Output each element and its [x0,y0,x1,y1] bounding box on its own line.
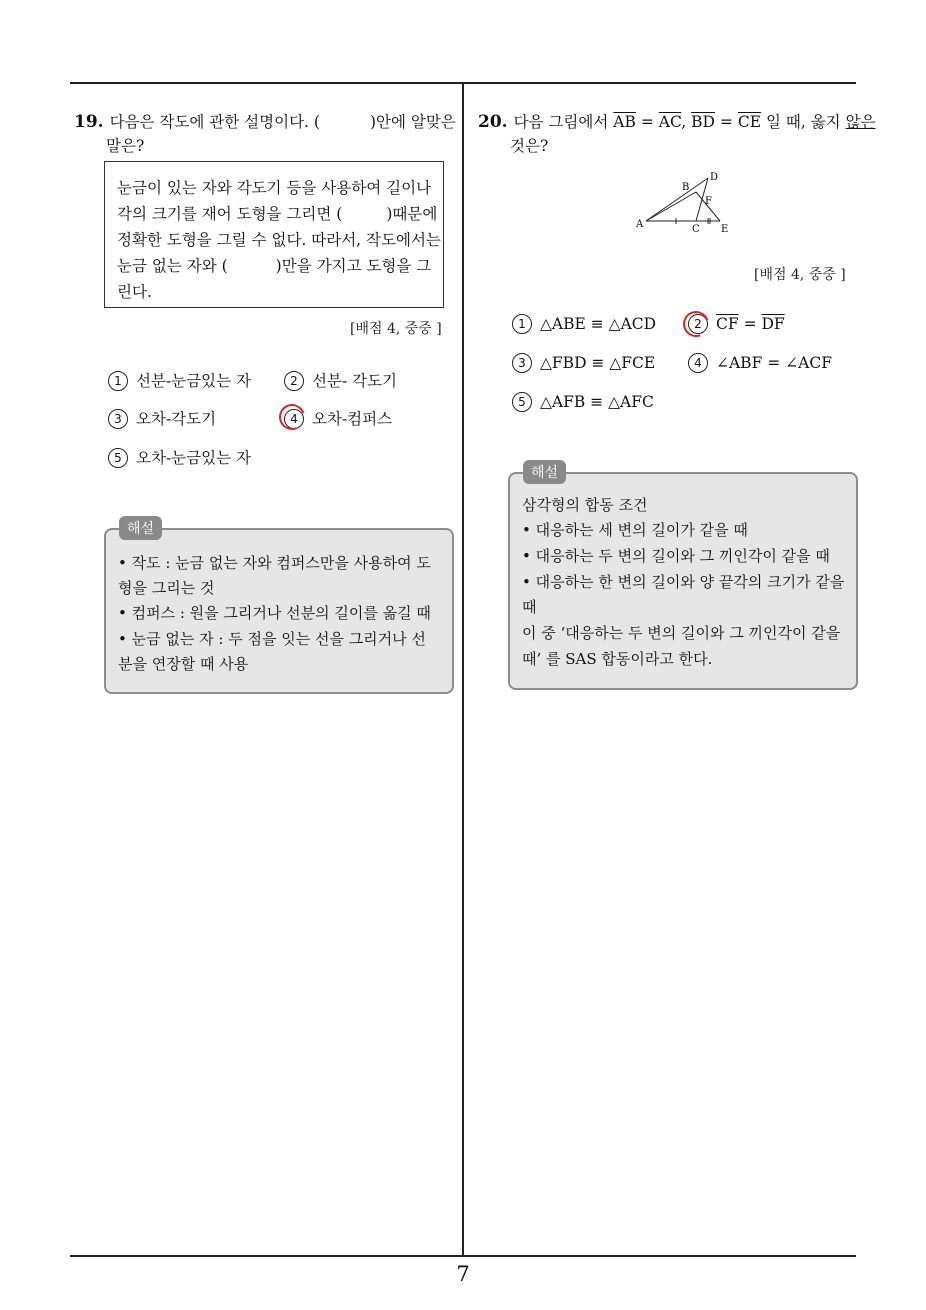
choice-text: △AFB ≡ △AFC [540,393,654,411]
choice-text: 오차-각도기 [136,410,217,428]
choice-number-2: 2 [688,314,708,334]
q19-passage-line: 눈금이 있는 자와 각도기 등을 사용하여 길이나 [117,179,432,197]
segment-ab: $\overline{AB}$ [613,113,636,131]
comma: , [681,113,687,131]
q19-explanation-panel [104,528,454,694]
label-a: A [636,219,644,230]
explanation-line: • 대응하는 세 변의 길이가 같을 때 [522,521,748,539]
explanation-line: 분을 연장할 때 사용 [118,655,249,673]
label-e: E [721,224,729,234]
explanation-line: • 대응하는 한 변의 길이와 양 끝각의 크기가 같을 [522,573,845,591]
q20-choice-4[interactable] [688,353,832,373]
q19-stem-line1 [74,110,456,132]
q20-explanation-tab: 해설 [523,460,566,484]
q20-stem-underlined: 않은 [845,113,876,131]
selected-answer-circle [679,307,714,342]
choice-number-1: 1 [512,314,532,334]
q19-passage-line [117,202,437,224]
q19-passage-part: 각의 크기를 재어 도형을 그리면 ( [117,205,343,223]
explanation-line: • 대응하는 두 변의 길이와 그 끼인각이 같을 때 [522,547,830,565]
segment-cf: $\overline{CF}$ [716,315,739,333]
q20-choice-5[interactable] [512,392,654,412]
selected-answer-circle [275,400,310,435]
q19-choice-5[interactable] [108,446,251,468]
q20-stem-prefix: 다음 그림에서 [513,113,609,131]
q20-choice-3[interactable] [512,353,655,373]
explanation-line: 때’ 를 SAS 합동이라고 한다. [522,650,713,668]
explanation-line: • 눈금 없는 자 : 두 점을 잇는 선을 그리거나 선 [118,630,426,648]
q19-passage-line: 린다. [117,283,152,301]
bottom-rule [70,1255,856,1257]
q19-passage-part: )때문에 [386,205,438,223]
explanation-line: 형을 그리는 것 [118,579,215,597]
equals-sign: = [743,315,757,333]
choice-number-5: 5 [512,392,532,412]
column-divider [462,82,464,1256]
q19-choice-2[interactable] [284,369,397,391]
triangle-figure [630,168,740,234]
segment-ac: $\overline{AC}$ [658,113,682,131]
choice-number-4: 4 [688,353,708,373]
explanation-line: • 컴퍼스 : 원을 그리거나 선분의 길이를 옮길 때 [118,604,431,622]
page-number: 7 [456,1262,470,1286]
explanation-line: 때 [522,598,537,616]
q19-choice-1[interactable] [108,369,251,391]
q20-explanation-panel [508,472,858,690]
choice-text: △FBD ≡ △FCE [540,354,656,372]
label-c: C [692,224,700,234]
q20-number: 20. [478,112,508,132]
q19-passage-line [117,254,431,276]
q19-choice-3[interactable] [108,407,216,429]
q19-stem-part-b: )안에 알맞은 [369,113,456,131]
equals-sign: = [640,113,654,131]
q19-stem-part-a: 다음은 작도에 관한 설명이다. ( [109,113,320,131]
choice-number-3: 3 [512,353,532,373]
equals-sign: = [719,113,733,131]
explanation-line: • 작도 : 눈금 없는 자와 컴퍼스만을 사용하여 도 [118,554,431,572]
segment-bd: $\overline{BD}$ [691,113,715,131]
segment-ce: $\overline{CE}$ [737,113,762,131]
choice-text: △ABE ≡ △ACD [540,315,657,333]
q19-passage-part: )만을 가지고 도형을 그 [275,257,432,275]
q20-stem-line1 [478,110,876,132]
label-b: B [682,182,690,193]
explanation-line: 삼각형의 합동 조건 [522,496,648,514]
choice-number-3: 3 [108,409,128,429]
choice-text: 오차-컴퍼스 [312,410,393,428]
choice-text: ∠ABF = ∠ACF [716,354,832,372]
explanation-line: 이 중 ‘대응하는 두 변의 길이와 그 끼인각이 같을 [522,624,841,642]
segment-df: $\overline{DF}$ [761,315,785,333]
choice-text: 오차-눈금있는 자 [136,449,251,467]
q19-passage-part: 눈금 없는 자와 ( [117,257,228,275]
q19-explanation-tab: 해설 [119,516,162,540]
q19-passage-box [104,161,444,308]
q20-stem-line2: 것은? [510,137,549,155]
choice-number-2: 2 [284,371,304,391]
q19-number: 19. [74,112,104,132]
choice-number-5: 5 [108,448,128,468]
q19-passage-line: 정확한 도형을 그릴 수 없다. 따라서, 작도에서는 [117,231,441,249]
q20-choice-1[interactable] [512,314,656,334]
choice-text: 선분-눈금있는 자 [136,372,251,390]
label-d: D [710,172,719,183]
q19-stem-line2: 말은? [106,137,145,155]
q20-score-meta: [배점 4, 중중 ] [754,267,846,283]
label-f: F [705,196,712,207]
q20-stem-mid: 일 때, 옳지 [765,113,841,131]
choice-number-4: 4 [284,409,304,429]
q19-score-meta: [배점 4, 중중 ] [350,321,442,337]
choice-text: 선분- 각도기 [312,372,398,390]
choice-number-1: 1 [108,371,128,391]
